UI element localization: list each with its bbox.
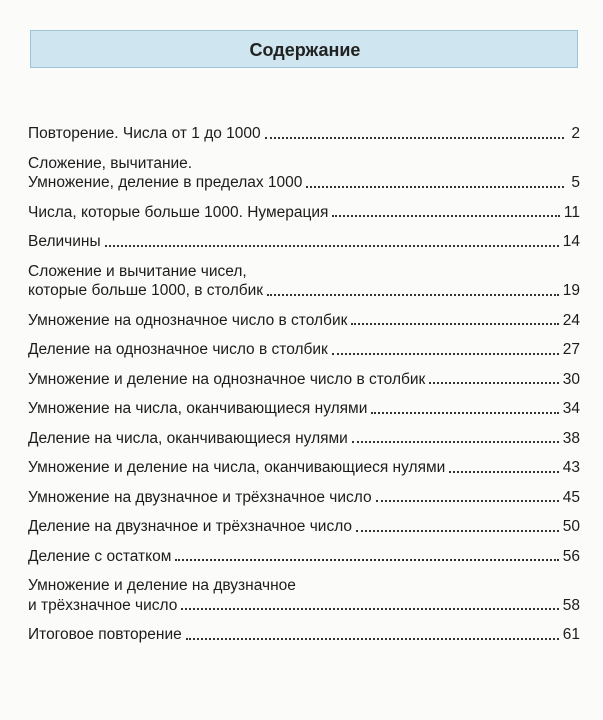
toc-entry-last-line <box>28 547 580 567</box>
toc-entry-title-line: Умножение и деление на однозначное число в столбик <box>28 370 426 388</box>
toc-entry-title-line: и трёхзначное число <box>28 596 178 614</box>
dot-leader <box>267 293 559 296</box>
toc-page-number: 2 <box>571 125 580 142</box>
dot-leader <box>332 214 559 217</box>
toc-entry <box>28 154 580 193</box>
toc-page-number: 11 <box>563 203 580 221</box>
toc-entry-title-line: Умножение на однозначное число в столбик <box>28 311 348 329</box>
toc-page-number: 56 <box>562 547 580 565</box>
toc-entry-last-line <box>28 370 580 390</box>
dot-leader <box>449 470 558 473</box>
toc-entry-title-line: которые больше 1000, в столбик <box>28 282 264 299</box>
toc-entry-last-line <box>28 399 580 419</box>
toc-page-number: 14 <box>562 233 580 250</box>
toc-entry-title-line: Умножение и деление на числа, оканчивающиеся нулями <box>28 459 446 476</box>
toc-page-number: 45 <box>562 488 580 506</box>
toc-entry <box>28 370 580 390</box>
toc-entry-last-line <box>28 488 580 508</box>
header-band <box>30 30 578 68</box>
toc-entry-last-line <box>28 625 580 645</box>
toc-page-number: 5 <box>571 174 580 191</box>
toc-entry <box>28 311 580 331</box>
toc-entry-title-line: Сложение и вычитание чисел, <box>28 262 247 280</box>
toc-entry-title-line: Умножение, деление в пределах 1000 <box>28 174 303 191</box>
toc-page-number: 30 <box>562 370 580 388</box>
toc-entry-title-line: Сложение, вычитание. <box>28 154 193 172</box>
table-of-contents <box>28 124 580 655</box>
toc-page-number: 27 <box>562 341 580 358</box>
toc-entry <box>28 429 580 449</box>
toc-entry-last-line <box>28 517 580 537</box>
dot-leader <box>175 558 558 561</box>
toc-entry-title-line: Числа, которые больше 1000. Нумерация <box>28 203 329 221</box>
toc-entry <box>28 399 580 419</box>
toc-page-number: 43 <box>562 459 580 476</box>
toc-entry <box>28 232 580 252</box>
dot-leader <box>376 499 559 502</box>
toc-entry-last-line <box>28 203 580 223</box>
toc-entry-last-line <box>28 173 580 193</box>
dot-leader <box>332 352 559 355</box>
toc-entry <box>28 576 580 615</box>
dot-leader <box>265 136 564 139</box>
dot-leader <box>181 607 558 610</box>
toc-entry-title-line: Умножение на двузначное и трёхзначное число <box>28 488 372 506</box>
toc-entry-last-line <box>28 281 580 301</box>
toc-entry <box>28 517 580 537</box>
toc-page-number: 24 <box>562 311 580 329</box>
page-title: Содержание <box>249 40 361 60</box>
toc-page-number: 50 <box>562 518 580 535</box>
toc-entry-title-line: Деление с остатком <box>28 547 172 565</box>
dot-leader <box>371 411 558 414</box>
dot-leader <box>356 529 559 532</box>
toc-entry-last-line <box>28 429 580 449</box>
toc-entry <box>28 340 580 360</box>
toc-entry <box>28 203 580 223</box>
dot-leader <box>351 322 558 325</box>
toc-entry-title-line: Величины <box>28 233 101 250</box>
toc-entry <box>28 262 580 301</box>
toc-entry-last-line <box>28 596 580 616</box>
toc-entry <box>28 488 580 508</box>
toc-page-number: 58 <box>562 596 580 614</box>
toc-entry-last-line <box>28 311 580 331</box>
toc-entry-last-line <box>28 340 580 360</box>
toc-entry <box>28 547 580 567</box>
toc-entry-title-line: Деление на числа, оканчивающиеся нулями <box>28 429 348 447</box>
toc-entry-title-line: Деление на однозначное число в столбик <box>28 341 328 358</box>
toc-entry <box>28 458 580 478</box>
dot-leader <box>105 244 559 247</box>
toc-entry-last-line <box>28 458 580 478</box>
dot-leader <box>306 185 564 188</box>
toc-entry <box>28 625 580 645</box>
toc-entry-title-line: Деление на двузначное и трёхзначное число <box>28 518 353 535</box>
toc-page-number: 61 <box>562 626 580 643</box>
dot-leader <box>186 637 559 640</box>
toc-page-number: 34 <box>562 400 580 417</box>
toc-entry-last-line <box>28 232 580 252</box>
toc-entry-title-line: Умножение на числа, оканчивающиеся нулями <box>28 400 368 417</box>
dot-leader <box>352 440 559 443</box>
toc-entry-title-line: Умножение и деление на двузначное <box>28 577 296 594</box>
toc-page-number: 19 <box>562 282 580 299</box>
toc-page-number: 38 <box>562 429 580 447</box>
toc-entry-title-line: Итоговое повторение <box>28 626 182 643</box>
dot-leader <box>429 381 558 384</box>
toc-entry-title-line: Повторение. Числа от 1 до 1000 <box>28 125 261 142</box>
toc-entry <box>28 124 580 144</box>
toc-entry-last-line <box>28 124 580 144</box>
